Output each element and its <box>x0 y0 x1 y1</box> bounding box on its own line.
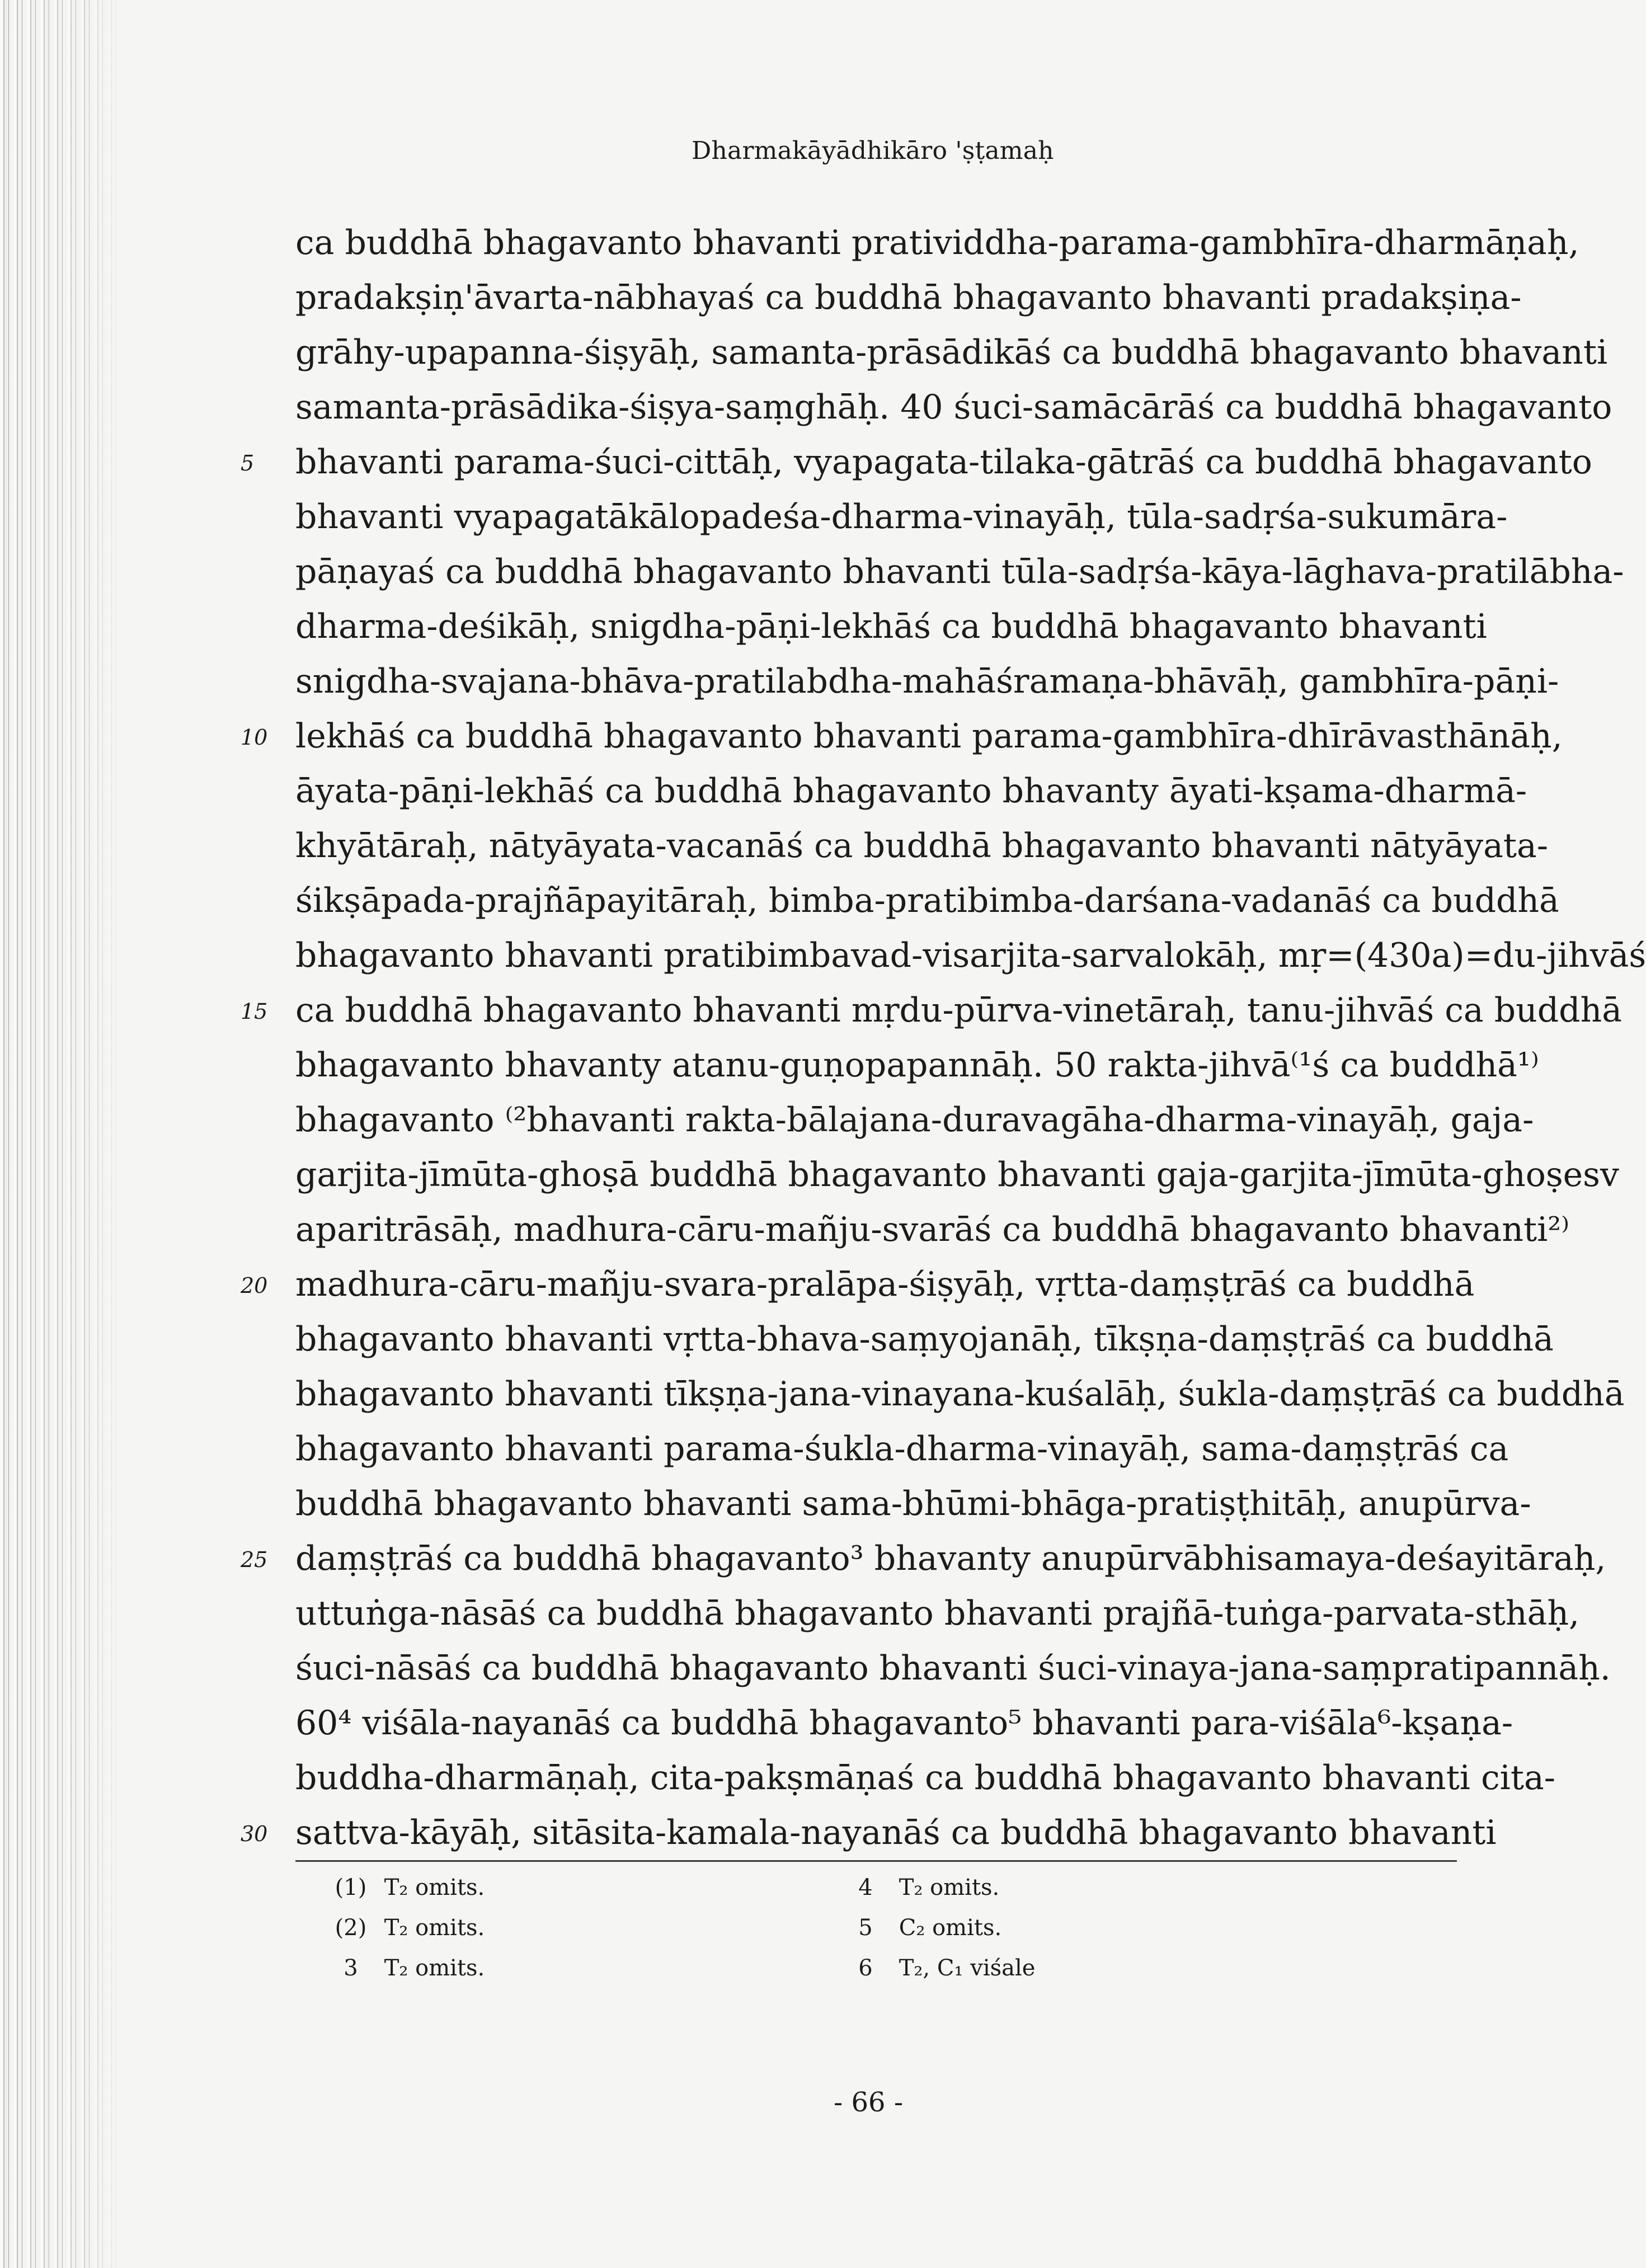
text-line: buddhā bhagavanto bhavanti sama-bhūmi-bhāga-pratiṣṭhitāḥ, anupūrva- <box>295 1484 1531 1523</box>
footnote-mark: 5 <box>858 1915 873 1941</box>
text-line: pāṇayaś ca buddhā bhagavanto bhavanti tūla-sadṛśa-kāya-lāghava-pratilābha- <box>295 552 1624 591</box>
text-line: bhagavanto bhavanti pratibimbavad-visarjita-sarvalokāḥ, mṛ=(430a)=du-jihvāś <box>295 936 1646 975</box>
page-number: - 66 - <box>834 2087 904 2118</box>
footnote-text: T₂ omits. <box>384 1955 485 1981</box>
text-line: pradakṣiṇ'āvarta-nābhayaś ca buddhā bhagavanto bhavanti pradakṣiṇa- <box>295 278 1522 317</box>
text-line: ca buddhā bhagavanto bhavanti mṛdu-pūrva-vinetāraḥ, tanu-jihvāś ca buddhā <box>295 991 1622 1030</box>
footnote <box>325 1911 485 1945</box>
footnote-text: T₂ omits. <box>384 1875 485 1900</box>
footnote-text: T₂, C₁ viśale <box>899 1955 1036 1981</box>
text-line: lekhāś ca buddhā bhagavanto bhavanti parama-gambhīra-dhīrāvasthānāḥ, <box>295 717 1563 756</box>
text-line: sattva-kāyāḥ, sitāsita-kamala-nayanāś ca buddhā bhagavanto bhavanti <box>295 1813 1497 1852</box>
text-line: bhagavanto bhavanti parama-śukla-dharma-vinayāḥ, sama-daṃṣṭrāś ca <box>295 1429 1509 1469</box>
scan-binding-edge <box>0 0 123 2268</box>
text-line: uttuṅga-nāsāś ca buddhā bhagavanto bhavanti prajñā-tuṅga-parvata-sthāḥ, <box>295 1594 1580 1633</box>
footnote <box>325 1951 485 1985</box>
text-line: bhavanti vyapagatākālopadeśa-dharma-vinayāḥ, tūla-sadṛśa-sukumāra- <box>295 497 1508 537</box>
line-number: 30 <box>241 1822 268 1846</box>
text-line: samanta-prāsādika-śiṣya-saṃghāḥ. 40 śuci-samācārāś ca buddhā bhagavanto <box>295 388 1612 427</box>
text-line: ca buddhā bhagavanto bhavanti pratividdha-parama-gambhīra-dharmāṇaḥ, <box>295 223 1579 262</box>
text-line: āyata-pāṇi-lekhāś ca buddhā bhagavanto bhavanty āyati-kṣama-dharmā- <box>295 771 1527 811</box>
text-line: bhagavanto bhavanti tīkṣṇa-jana-vinayana-kuśalāḥ, śukla-daṃṣṭrāś ca buddhā <box>295 1375 1625 1414</box>
text-line: dharma-deśikāḥ, snigdha-pāṇi-lekhāś ca buddhā bhagavanto bhavanti <box>295 607 1487 646</box>
footnote-mark: 3 <box>344 1955 358 1981</box>
footnote-text: T₂ omits. <box>384 1915 485 1941</box>
text-line: bhavanti parama-śuci-cittāḥ, vyapagata-tilaka-gātrāś ca buddhā bhagavanto <box>295 443 1592 482</box>
running-header: Dharmakāyādhikāro 'ṣṭamaḥ <box>692 137 1054 165</box>
footnote-rule <box>295 1860 1457 1862</box>
text-line: garjita-jīmūta-ghoṣā buddhā bhagavanto bhavanti gaja-garjita-jīmūta-ghoṣesv <box>295 1155 1619 1194</box>
footnote <box>325 1871 485 1904</box>
text-line: buddha-dharmāṇaḥ, cita-pakṣmāṇaś ca buddhā bhagavanto bhavanti cita- <box>295 1758 1556 1798</box>
text-line: śuci-nāsāś ca buddhā bhagavanto bhavanti śuci-vinaya-jana-saṃpratipannāḥ. <box>295 1649 1611 1688</box>
footnote <box>839 1911 1001 1945</box>
footnote <box>839 1871 999 1904</box>
text-line: khyātāraḥ, nātyāyata-vacanāś ca buddhā bhagavanto bhavanti nātyāyata- <box>295 826 1549 865</box>
line-number: 25 <box>241 1547 268 1572</box>
text-line: bhagavanto bhavanti vṛtta-bhava-saṃyojanāḥ, tīkṣṇa-daṃṣṭrāś ca buddhā <box>295 1320 1554 1359</box>
text-line: 60⁴ viśāla-nayanāś ca buddhā bhagavanto⁵ bhavanti para-viśāla⁶-kṣaṇa- <box>295 1704 1513 1743</box>
line-number: 5 <box>241 451 255 476</box>
text-line: śikṣāpada-prajñāpayitāraḥ, bimba-pratibimba-darśana-vadanāś ca buddhā <box>295 881 1559 920</box>
text-line: daṃṣṭrāś ca buddhā bhagavanto³ bhavanty anupūrvābhisamaya-deśayitāraḥ, <box>295 1539 1606 1578</box>
line-number: 15 <box>241 999 268 1024</box>
text-line: aparitrāsāḥ, madhura-cāru-mañju-svarāś ca buddhā bhagavanto bhavanti²⁾ <box>295 1210 1570 1249</box>
text-line: bhagavanto ⁽²bhavanti rakta-bālajana-duravagāha-dharma-vinayāḥ, gaja- <box>295 1100 1534 1140</box>
footnote-mark: (1) <box>335 1875 367 1900</box>
line-number: 20 <box>241 1273 268 1298</box>
footnote-text: T₂ omits. <box>899 1875 1000 1900</box>
footnote-mark: 4 <box>858 1875 873 1900</box>
footnote-text: C₂ omits. <box>899 1915 1002 1941</box>
text-line: grāhy-upapanna-śiṣyāḥ, samanta-prāsādikāś ca buddhā bhagavanto bhavanti <box>295 333 1608 372</box>
text-line: madhura-cāru-mañju-svara-pralāpa-śiṣyāḥ, vṛtta-daṃṣṭrāś ca buddhā <box>295 1265 1475 1304</box>
footnote <box>839 1951 1035 1985</box>
text-line: snigdha-svajana-bhāva-pratilabdha-mahāśramaṇa-bhāvāḥ, gambhīra-pāṇi- <box>295 662 1559 701</box>
text-line: bhagavanto bhavanty atanu-guṇopapannāḥ. 50 rakta-jihvā⁽¹ś ca buddhā¹⁾ <box>295 1046 1539 1085</box>
line-number: 10 <box>241 725 268 750</box>
footnote-mark: (2) <box>335 1915 367 1941</box>
footnote-mark: 6 <box>858 1955 873 1981</box>
